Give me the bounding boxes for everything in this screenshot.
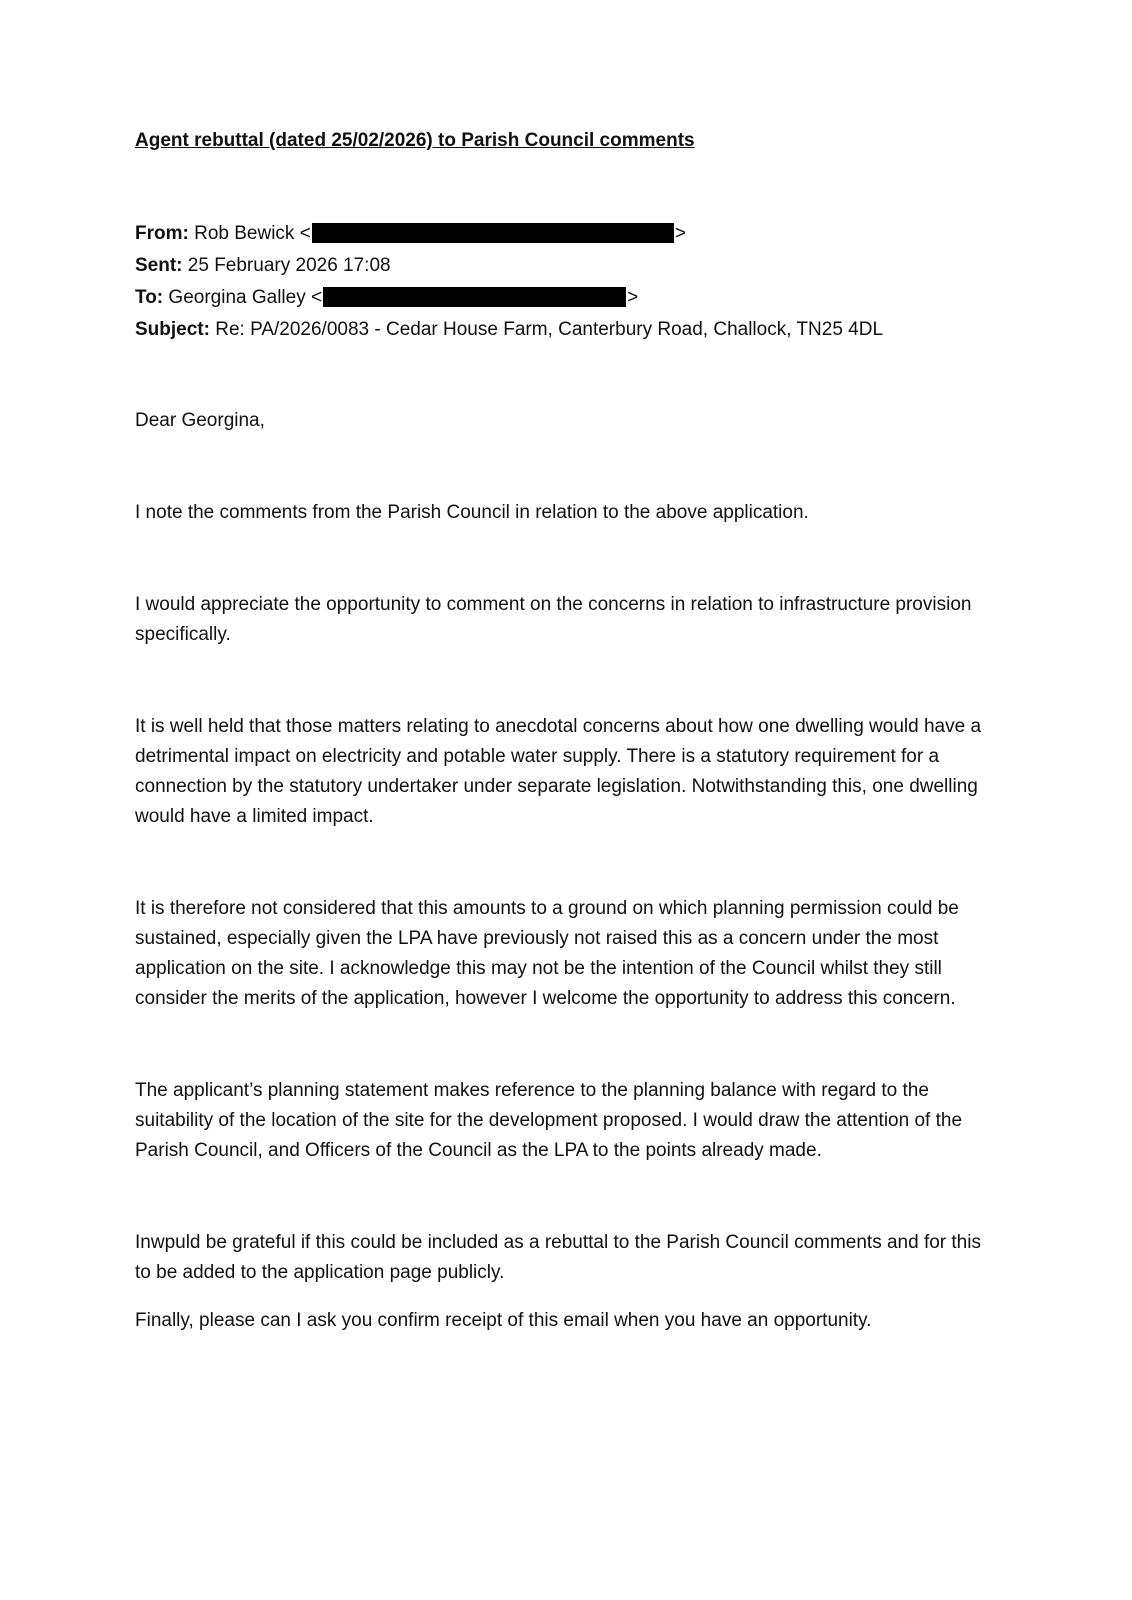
email-to-line — [135, 282, 987, 314]
body-paragraph: I note the comments from the Parish Council in relation to the above application. — [135, 502, 809, 523]
from-label: From: — [135, 223, 189, 244]
body-paragraph: Finally, please can I ask you confirm receipt of this email when you have an opportunity. — [135, 1310, 872, 1331]
subject-value: Re: PA/2026/0083 - Cedar House Farm, Canterbury Road, Challock, TN25 4DL — [215, 319, 884, 340]
body-paragraph: I would appreciate the opportunity to comment on the concerns in relation to infrastructure provision specifically. — [135, 594, 972, 645]
body-paragraph: It is well held that those matters relating to anecdotal concerns about how one dwelling would have a detrimental impact on electricity and potable water supply. There is a statutory requirement for a connection by the statutory undertaker under separate legislation. Notwithstanding this, one dwelling would have a limited impact. — [135, 716, 982, 827]
to-value: Georgina Galley < — [168, 287, 323, 308]
email-from-line — [135, 218, 987, 250]
body-paragraph: It is therefore not considered that this amounts to a ground on which planning permission could be sustained, especially given the LPA have previously not raised this as a concern under the most application on the site. I acknowledge this may not be the intention of the Council whilst they still consider the merits of the application, however I welcome the opportunity to address this concern. — [135, 898, 959, 1009]
sent-value: 25 February 2026 17:08 — [187, 255, 391, 276]
redacted-from-email — [312, 223, 674, 243]
email-sent-line — [135, 250, 987, 282]
to-label: To: — [135, 287, 164, 308]
subject-label: Subject: — [135, 319, 210, 340]
body-paragraph: The applicant’s planning statement makes reference to the planning balance with regard to the suitability of the location of the site for the development proposed. I would draw the attention of the Parish Council, and Officers of the Council as the LPA to the points already made. — [135, 1080, 963, 1161]
sent-label: Sent: — [135, 255, 183, 276]
email-subject-line — [135, 314, 987, 346]
salutation: Dear Georgina, — [135, 410, 265, 431]
redacted-to-email — [323, 287, 626, 307]
to-value-close: > — [627, 287, 639, 308]
email-header-block — [135, 218, 987, 346]
document-title: Agent rebuttal (dated 25/02/2026) to Parish Council comments — [135, 130, 695, 151]
email-body — [135, 406, 987, 1336]
body-paragraph: Inwpuld be grateful if this could be included as a rebuttal to the Parish Council comments and for this to be added to the application page publicly. — [135, 1232, 981, 1283]
from-value-close: > — [674, 223, 686, 244]
from-value: Rob Bewick < — [194, 223, 311, 244]
